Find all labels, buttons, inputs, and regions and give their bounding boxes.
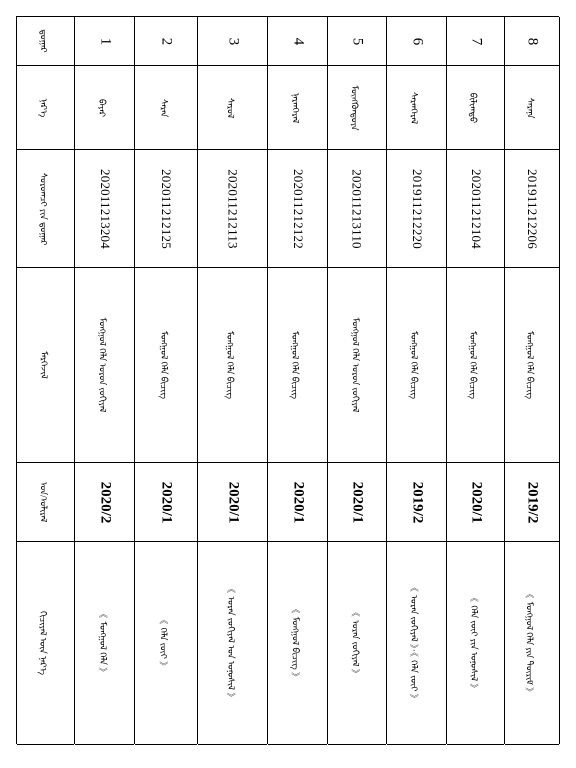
cell-name	[387, 66, 446, 150]
value-term: 2020/1	[349, 481, 366, 523]
cell-major	[268, 268, 327, 463]
cell-name	[447, 66, 504, 150]
value-major: ᠮᠣᠩᠭᠣᠯ ᠬᠡᠯᠡ ᠪᠢᠴᠢᠭ	[225, 330, 236, 400]
value-term: 2020/1	[224, 481, 241, 523]
cell-no	[387, 17, 446, 66]
cell-no	[135, 17, 197, 66]
value-major: ᠮᠣᠩᠭᠣᠯ ᠬᠡᠯᠡ ᠤᠷᠤᠨ ᠵᠣᠬᠢᠶᠠᠯ	[97, 317, 108, 413]
value-course: 《 ᠤᠷᠠᠨ ᠵᠣᠬᠢᠶᠠᠯ 》	[350, 607, 361, 679]
header-label-no: ᠳ᠋ᠤᠭᠠᠷ	[38, 29, 49, 53]
cell-name	[135, 66, 197, 150]
value-student-id: 202011213204	[97, 168, 113, 249]
value-no: 5	[349, 37, 366, 45]
header-no	[17, 17, 74, 66]
value-major: ᠮᠣᠩᠭᠣᠯ ᠬᠡᠯᠡ ᠤᠷᠤᠨ ᠵᠣᠬᠢᠶᠠᠯ	[350, 317, 360, 413]
cell-course	[447, 542, 504, 745]
value-no: 3	[225, 37, 241, 45]
header-term	[17, 463, 74, 542]
table-row	[75, 17, 135, 744]
cell-course	[268, 542, 327, 745]
cell-student-id	[328, 150, 386, 268]
value-student-id: 201911212220	[409, 168, 425, 249]
table-row	[268, 17, 328, 744]
value-no: 2	[158, 37, 175, 45]
cell-no	[328, 17, 386, 66]
value-name: ᠨᠠᠷᠠᠨᠭᠡᠷᠡᠯ	[290, 92, 301, 123]
value-course: 《 ᠬᠡᠯᠡ ᠵᠦᠢ 》	[159, 615, 169, 671]
cell-major	[447, 268, 504, 463]
header-label-major: ᠮᠡᠷᠭᠡᠵᠢᠯ	[38, 351, 49, 379]
cell-term	[447, 463, 504, 542]
cell-major	[198, 268, 267, 463]
cell-student-id	[447, 150, 504, 268]
cell-name	[198, 66, 267, 150]
value-name: ᠪᠠᠶᠠᠷ	[97, 98, 108, 117]
value-major: ᠮᠣᠩᠭᠣᠯ ᠬᠡᠯᠡ ᠪᠢᠴᠢᠭ	[290, 330, 301, 400]
cell-course	[75, 542, 134, 745]
value-name: ᠰᠠᠷᠠᠨᠭᠡᠷᠡᠯ	[409, 91, 420, 124]
cell-name	[268, 66, 327, 150]
cell-term	[198, 463, 267, 542]
cell-term	[268, 463, 327, 542]
cell-no	[268, 17, 327, 66]
header-major	[17, 268, 74, 463]
value-no: 4	[290, 37, 306, 45]
cell-course	[135, 542, 197, 745]
cell-term	[387, 463, 446, 542]
cell-student-id	[268, 150, 327, 268]
value-course: 《 ᠬᠡᠯᠡ ᠵᠦᠢ ᠶᠢᠨ ᠤᠨᠤᠰᠢᠯ 》	[468, 593, 479, 693]
value-name: ᠪᠢᠯᠢᠭᠲᠤ	[468, 92, 479, 123]
value-name: ᠰᠠᠷᠣᠯ	[225, 97, 236, 118]
value-term: 2020/1	[158, 481, 175, 523]
table-row	[387, 17, 447, 744]
cell-name	[505, 66, 559, 150]
table-row	[505, 17, 560, 744]
value-term: 2020/2	[96, 481, 113, 523]
header-label-term: ᠣᠨ/ᠤᠯᠢᠷᠠᠯ	[38, 481, 49, 523]
cell-major	[328, 268, 386, 463]
value-course: 《 ᠮᠣᠩᠭᠣᠯ ᠬᠡᠯᠡ ᠶᠢᠨ ᠳᠦᠷᠢᠮ 》	[525, 589, 536, 697]
table-row	[328, 17, 387, 744]
cell-course	[505, 542, 559, 745]
value-term: 2020/1	[467, 481, 484, 523]
value-student-id: 202011212125	[159, 168, 175, 249]
value-term: 2019/2	[524, 481, 541, 523]
table-row	[198, 17, 268, 744]
header-column	[17, 17, 75, 744]
cell-name	[328, 66, 386, 150]
cell-student-id	[387, 150, 446, 268]
value-name: ᠰᠠᠷᠠᠨᠠ	[524, 97, 535, 118]
value-student-id: 202011212104	[468, 168, 484, 249]
cell-major	[75, 268, 134, 463]
cell-major	[505, 268, 559, 463]
value-no: 6	[409, 37, 425, 45]
value-no: 8	[524, 37, 541, 45]
cell-course	[198, 542, 267, 745]
cell-student-id	[75, 150, 134, 268]
header-course	[17, 542, 74, 745]
value-major: ᠮᠣᠩᠭᠣᠯ ᠬᠡᠯᠡ ᠪᠢᠴᠢᠭ	[159, 330, 170, 400]
value-name: ᠮᠥᠩᠭᠥᠨᠲᠣᠶᠠ	[350, 84, 360, 131]
header-student-id	[17, 150, 74, 268]
value-course: 《 ᠤᠷᠠᠨ ᠵᠣᠬᠢᠶᠠᠯ ᠤᠨ ᠤᠨᠤᠰᠢᠯ 》	[225, 584, 236, 702]
table-row	[135, 17, 198, 744]
cell-student-id	[198, 150, 267, 268]
value-student-id: 202011213110	[350, 168, 365, 249]
cell-course	[328, 542, 386, 745]
cell-term	[328, 463, 386, 542]
cell-no	[75, 17, 134, 66]
cell-no	[198, 17, 267, 66]
value-student-id: 201911212206	[525, 168, 541, 249]
cell-name	[75, 66, 134, 150]
header-label-name: ᠨᠡᠷ᠎ᠡ	[38, 98, 49, 117]
cell-major	[387, 268, 446, 463]
value-no: 7	[468, 37, 484, 45]
value-course: 《 ᠤᠷᠠᠨ ᠵᠣᠬᠢᠶᠠᠯ 》·《 ᠬᠡᠯᠡ ᠵᠦᠢ 》	[409, 582, 420, 704]
header-label-student-id: ᠰᠤᠷᠤᠭᠴᠢ ᠶᠢᠨ ᠳ᠋ᠤᠭᠠᠷ	[38, 172, 49, 245]
cell-student-id	[135, 150, 197, 268]
header-label-course: ᠬᠢᠴᠢᠶᠡᠯ ᠦᠨ ᠨᠡᠷ᠎ᠡ	[38, 610, 49, 676]
value-course: 《 ᠮᠣᠩᠭᠣᠯ ᠬᠡᠯᠡ 》	[97, 609, 108, 677]
value-student-id: 202011212113	[225, 168, 241, 249]
value-student-id: 202011212122	[290, 168, 306, 249]
cell-term	[135, 463, 197, 542]
value-term: 2020/1	[289, 481, 306, 523]
table-row	[447, 17, 505, 744]
value-course: 《 ᠮᠣᠩᠭᠣᠯ ᠪᠢᠴᠢᠭ 》	[290, 604, 301, 682]
value-major: ᠮᠣᠩᠭᠣᠯ ᠬᠡᠯᠡ ᠪᠢᠴᠢᠭ	[468, 330, 479, 400]
value-no: 1	[97, 37, 113, 45]
value-term: 2019/2	[408, 481, 425, 523]
cell-term	[75, 463, 134, 542]
course-table	[16, 16, 559, 744]
value-major: ᠮᠣᠩᠭᠣᠯ ᠬᠡᠯᠡ ᠪᠢᠴᠢᠭ	[525, 330, 536, 400]
cell-no	[505, 17, 559, 66]
cell-course	[387, 542, 446, 745]
value-major: ᠮᠣᠩᠭᠣᠯ ᠬᠡᠯᠡ ᠪᠢᠴᠢᠭ	[409, 330, 420, 400]
header-name	[17, 66, 74, 150]
cell-major	[135, 268, 197, 463]
cell-student-id	[505, 150, 559, 268]
value-name: ᠰᠠᠷᠠᠨ	[159, 98, 169, 117]
cell-no	[447, 17, 504, 66]
cell-term	[505, 463, 559, 542]
